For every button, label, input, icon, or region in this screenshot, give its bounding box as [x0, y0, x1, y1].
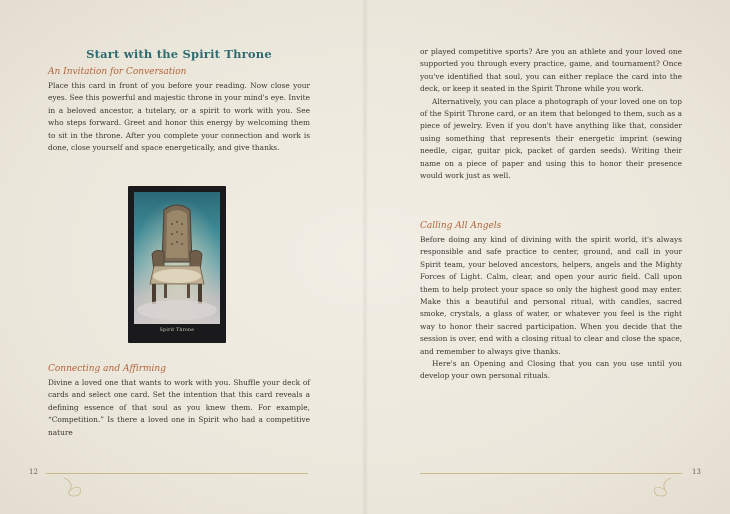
paragraph: Divine a loved one that wants to work with you. Shuffle your deck of cards and select one card. Set the intention that this card reveals a defining essence of that soul as you knew them. For example, “Competition.” Is there a loved one in Spirit who had a competitive nature — [48, 378, 310, 437]
paragraph: Alternatively, you can place a photograph of your loved one on top of the Spirit Throne card, or an item that belonged to them, such as a piece of jewelry. Even if you don't have anything like that, consider using something that represents their energetic imprint (sewing needle, cigar, guitar pick, packet of garden seeds). Writing their name on a piece of paper and using this to honor their presence would work just as well. — [420, 96, 682, 181]
page-number-right: 13 — [692, 468, 701, 476]
section-heading-connecting: Connecting and Affirming — [48, 364, 166, 374]
section-heading-angels: Calling All Angels — [420, 221, 502, 231]
page-number-left: 12 — [29, 468, 38, 476]
throne-icon — [134, 192, 220, 324]
section-heading-invitation: An Invitation for Conversation — [48, 67, 187, 77]
section-text-angels — [420, 234, 682, 383]
flourish-ornament-icon — [60, 476, 90, 498]
section-text-invitation — [48, 80, 310, 154]
right-page — [365, 0, 730, 514]
paragraph: Before doing any kind of divining with the spirit world, it's always responsible and safe practice to center, ground, and call in your Spirit team, your beloved ancestors, helpers, angels and the Mighty Forces of Light. Calm, clear, and open your auric field. Call upon them to help protect your space so only the highest good may enter. Make this a beautiful and personal ritual, with candles, sacred smoke, crystals, a glass of water, or whatever you feel is the right way to honor their sacred participation. When you decide that the session is over, end with a closing ritual to clear and close the space, and remember to always give thanks. — [420, 235, 682, 356]
continued-text — [420, 46, 682, 182]
footer-rule-left — [46, 473, 308, 474]
spirit-throne-card — [128, 186, 226, 343]
page-title: Start with the Spirit Throne — [86, 47, 272, 61]
flourish-ornament-icon — [645, 476, 675, 498]
throne-illustration — [134, 192, 220, 324]
card-caption: Spirit Throne — [159, 328, 195, 333]
section-text-connecting — [48, 377, 310, 439]
footer-rule-right — [420, 473, 682, 474]
paragraph: or played competitive sports? Are you an athlete and your loved one supported you through every practice, game, and tournament? Once you've identified that soul, you can either replace the card into the deck, or keep it seated in the Spirit Throne while you work. — [420, 47, 682, 94]
paragraph: Here's an Opening and Closing that you can you use until you develop your own personal rituals. — [420, 359, 682, 381]
paragraph: Place this card in front of you before your reading. Now close your eyes. See this powerful and majestic throne in your mind's eye. Invite in a beloved ancestor, a tutelary, or a spirit to work with you. See who steps forward. Greet and honor this energy by welcoming them to sit in the throne. After you complete your connection and work is done, close yourself and space energetically, and give thanks. — [48, 81, 310, 153]
